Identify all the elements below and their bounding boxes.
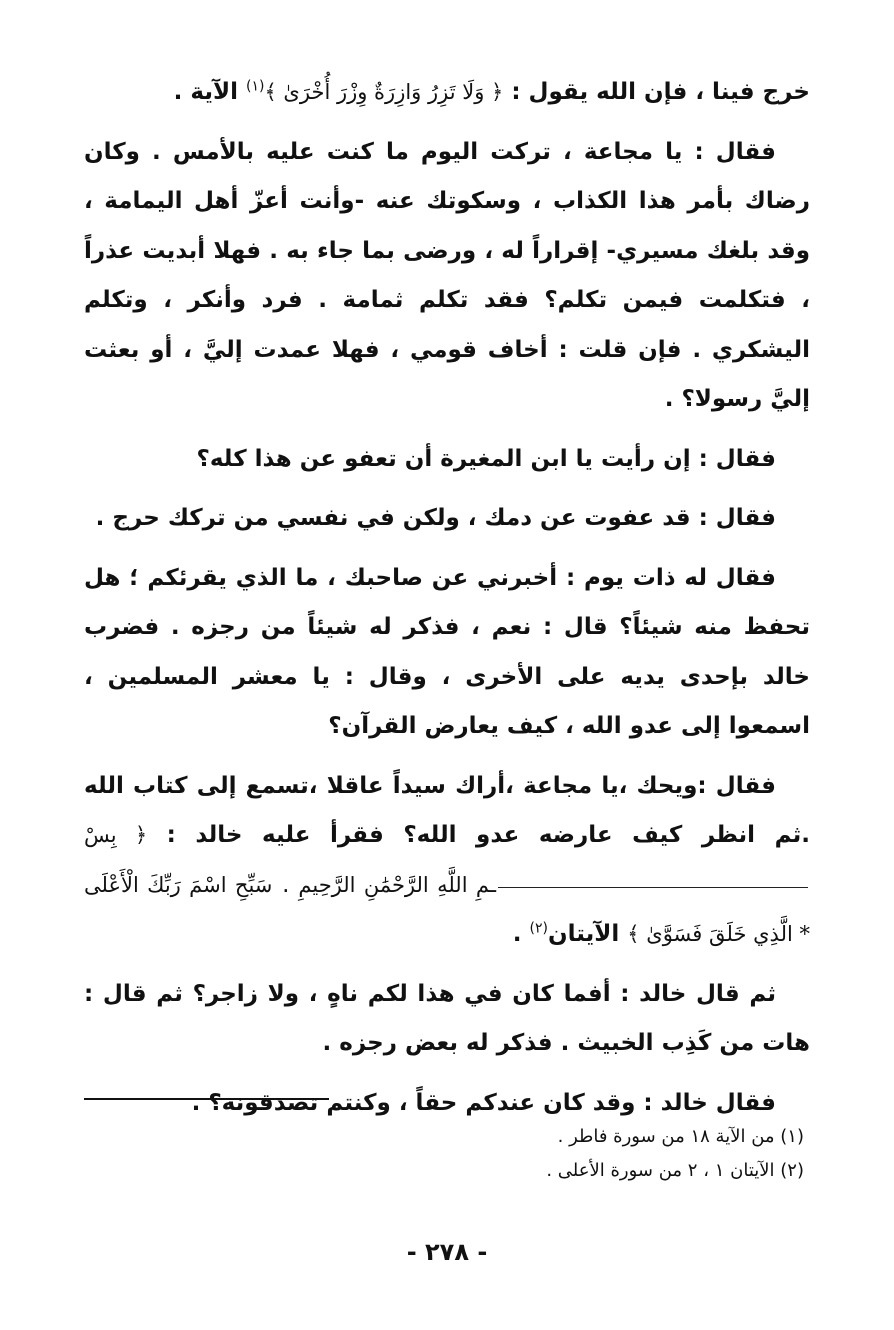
page-number: - ٢٧٨ - [406,1238,488,1266]
paragraph-6-text-a: فقال :ويحك ،يا مجاعة ،أراك سيداً عاقلا ،تسمع إلى كتاب الله .ثم انظر كيف عارضه عدو الله؟ فقرأ عليه خالد : [84,772,810,848]
footnote-separator [84,1098,329,1100]
footnotes [90,1120,810,1188]
paragraph-4: فقال : قد عفوت عن دمك ، ولكن في نفسي من تركك حرج . [95,505,776,531]
quran-verse-fatir: ﴿ وَلَا تَزِرُ وَازِرَةٌ وِزْرَ أُخْرَىٰ ﴾ [264,80,504,104]
footnote-1: (١) من الآية ١٨ من سورة فاطر . [557,1126,804,1147]
paragraph-1 [84,68,810,118]
paragraph-6-text-c: . [512,921,530,947]
paragraph-6 [84,762,810,960]
basmala-start: بِسْ [84,823,117,847]
quran-verse-ala: سَبِّحِ اسْمَ رَبِّكَ الْأَعْلَى * الَّذِي خَلَقَ فَسَوَّىٰ ﴾ [84,872,810,946]
paragraph-1-text-b: الآية . [173,79,246,105]
basmala-end: ـمِ اللَّهِ الرَّحْمَٰنِ الرَّحِيمِ [298,872,497,897]
paragraph-8: فقال خالد : وقد كان عندكم حقاً ، وكنتم تصدقونه؟ . [191,1089,776,1116]
paragraph-5: فقال له ذات يوم : أخبرني عن صاحبك ، ما الذي يقرئكم ؛ هل تحفظ منه شيئاً؟ قال : نعم ، فذكر له شيئاً من رجزه . فضرب خالد بإحدى يديه على الأخرى ، وقال : يا معشر المسلمين ، اسمعوا إلى عدو الله ، كيف يعارض القرآن؟ [84,564,810,739]
paragraph-3: فقال : إن رأيت يا ابن المغيرة أن تعفو عن هذا كله؟ [196,445,776,472]
paragraph-2: فقال : يا مجاعة ، تركت اليوم ما كنت عليه بالأمس . وكان رضاك بأمر هذا الكذاب ، وسكوتك عنه -وأنت أعزّ أهل اليمامة ، وقد بلغك مسيري- إقراراً له ، ورضى بما جاء به . فهلا أبديت عذراً ، فتكلمت فيمن تكلم؟ فقد تكلم ثمامة . فرد وأنكر ، وتكلم اليشكري . فإن قلت : أخاف قومي ، فهلا عمدت إليَّ ، أو بعثت إليَّ رسولا؟ . [84,138,810,412]
paragraph-7: ثم قال خالد : أفما كان في هذا لكم ناهٍ ، ولا زاجر؟ ثم قال : هات من كَذِب الخبيث . فذكر له بعض رجزه . [84,980,810,1056]
quran-bracket-open: ﴿ [116,823,148,847]
footnote-ref-1: (١) [245,78,265,95]
basmala-dot: . [282,871,299,898]
basmala-extension-line [498,887,808,888]
main-text [84,68,810,1128]
paragraph-6-text-b: الآيتان [547,921,628,947]
footnote-ref-2: (٢) [529,920,548,937]
footnote-2: (٢) الآيتان ١ ، ٢ من سورة الأعلى . [546,1160,804,1181]
paragraph-1-text-a: خرج فينا ، فإن الله يقول : [503,79,810,105]
